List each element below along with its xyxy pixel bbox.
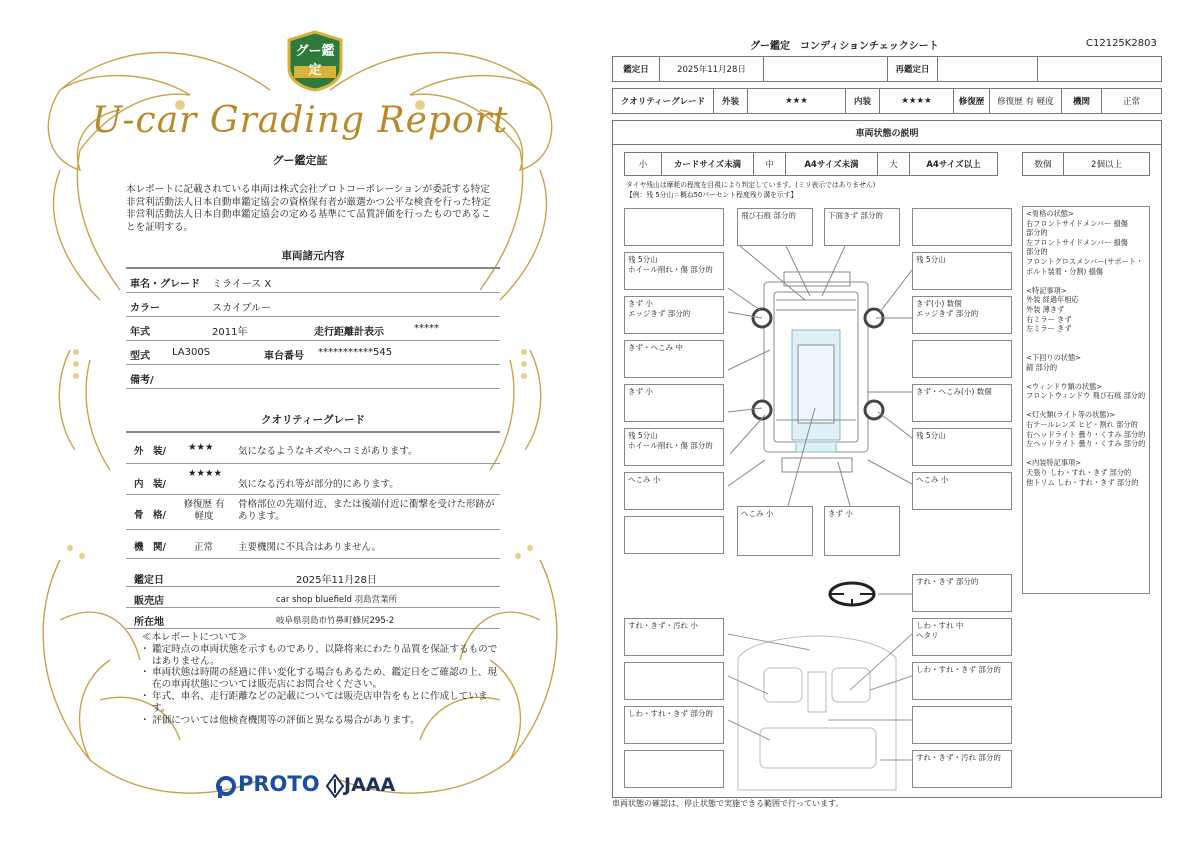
- int-value: ★★★★: [879, 89, 953, 113]
- repair-label: 修復歴: [953, 89, 989, 113]
- label: 機 関/: [134, 542, 166, 553]
- exterior-box-right-4: きず・へこみ(小) 数個: [912, 384, 1012, 422]
- spacer: [1026, 334, 1146, 344]
- interior-box-right-2: しわ・すれ・きず 部分的: [912, 662, 1012, 700]
- spec-table: [126, 244, 500, 389]
- interior-box-right-4: すれ・きず・汚れ 部分的: [912, 750, 1012, 788]
- spacer: [1026, 372, 1146, 382]
- label: 走行距離計表示: [314, 327, 384, 338]
- date-label: 鑑定日: [623, 65, 649, 75]
- note-line: <下回りの状態>: [1026, 352, 1082, 362]
- note-line: 他トリム しわ・すれ・きず 部分的: [1026, 477, 1139, 487]
- exterior-box-top-right: 下面きず 部分的: [824, 208, 900, 246]
- note-line: 左ミラー きず: [1026, 324, 1072, 334]
- size-mid-desc: A4サイズ未満: [785, 153, 877, 175]
- note-line: <内装特記事項>: [1026, 458, 1082, 468]
- spacer: [1026, 449, 1146, 459]
- section-title: 車両状態の説明: [612, 120, 1162, 145]
- spec-header: 車両諸元内容: [126, 244, 500, 269]
- exterior-box-left-2: きず 小 エッジきず 部分的: [624, 296, 724, 334]
- sheet-footer: 車両状態の確認は、停止状態で実施できる範囲で行っています。: [612, 799, 844, 808]
- tire-note: タイヤ残山は摩耗の程度を目視により判定しています。(ミリ表示ではありません): [626, 181, 876, 189]
- size-small: 小: [638, 160, 648, 170]
- exterior-box-right-1: 残 5分山: [912, 252, 1012, 290]
- ext-label: 外装: [713, 89, 747, 113]
- jaaa-logo-icon: [326, 774, 344, 798]
- interior-box-steering: すれ・きず 部分的: [912, 574, 1012, 612]
- int-label: 内装: [845, 89, 879, 113]
- badge-label: グー鑑定: [295, 44, 335, 78]
- label: 所在地: [134, 617, 164, 628]
- note-line: フロントウィンドウ 飛び石痕 部分的: [1026, 391, 1146, 401]
- notes-title: ≪本レポートについて≫: [142, 632, 248, 643]
- label: 車台番号: [264, 351, 304, 362]
- label: 鑑定日: [134, 575, 164, 586]
- engine-value: 正常: [1101, 89, 1161, 113]
- certificate-body: 本レポートに記載されている車両は株式会社プロトコーポレーションが委託する特定非営利活動法人日本自動車鑑定協会の資格保有者が厳選かつ公平な検査を行った特定非営利活動法人日本自動車鑑定協会の定める基準にて品質評価を行ったものであることを証明する。: [126, 184, 491, 233]
- exterior-box-right-3: [912, 340, 1012, 378]
- label: 年式: [130, 327, 150, 338]
- exterior-box-left-1: 残 5分山 ホイール削れ・傷 部分的: [624, 252, 724, 290]
- label: 外 装/: [134, 446, 166, 457]
- dealer-row: [126, 587, 500, 608]
- spec-row-color: [126, 293, 500, 317]
- proto-logo-icon: [216, 776, 236, 798]
- date-value: 2025年11月28日: [659, 57, 763, 81]
- label: 販売店: [134, 596, 164, 607]
- grade: ★★★★: [188, 468, 223, 479]
- note-line: 右テールレンズ ヒビ・割れ 部分的: [1026, 420, 1138, 430]
- repair-value: 修復歴 有 軽度: [989, 89, 1061, 113]
- interior-box-left-1: すれ・きず・汚れ 小: [624, 618, 724, 656]
- footer-logos: [216, 770, 416, 800]
- interior-box-right-3: [912, 706, 1012, 744]
- report-title: U-car Grading Report: [91, 100, 509, 141]
- interior-box-left-3: しわ・すれ・きず 部分的: [624, 706, 724, 744]
- exterior-box-bottom-1: へこみ 小: [737, 506, 813, 556]
- exterior-box-right-6: へこみ 小: [912, 472, 1012, 510]
- engine-label: 機関: [1061, 89, 1101, 113]
- size-large-desc: A4サイズ以上: [909, 153, 997, 175]
- size-large: 大: [877, 153, 909, 175]
- note-item: ・ 評価については他検査機関等の評価と異なる場合があります。: [152, 715, 498, 727]
- exterior-box-top-mid: 飛び石痕 部分的: [737, 208, 813, 246]
- note-line: <灯火類(ライト等の状態)>: [1026, 410, 1116, 420]
- note-line: 外装 薄きず: [1026, 304, 1065, 314]
- note-item: ・ 年式、車名、走行距離などの記載については販売店申告をもとに作成しています。: [152, 691, 498, 715]
- size-mid: 中: [753, 153, 785, 175]
- note-line: 外装 経過年相応: [1026, 295, 1079, 305]
- grade: 正常: [194, 542, 214, 553]
- quality-header: クオリティーグレード: [126, 408, 500, 433]
- count-desc: 2個以上: [1063, 153, 1149, 175]
- exterior-box-left-3: きず・へこみ 中: [624, 340, 724, 378]
- value: スカイブルー: [212, 303, 271, 314]
- label: 車名・グレード: [130, 279, 200, 290]
- spacer: [1026, 401, 1146, 411]
- ext-value: ★★★: [747, 89, 845, 113]
- count-label: 数個: [1034, 160, 1052, 170]
- value: 2025年11月28日: [296, 575, 377, 586]
- note-line: <ウィンドウ類の状態>: [1026, 381, 1103, 391]
- sheet-id: C12125K2803: [1086, 38, 1157, 49]
- note-line: フロントクロスメンバー(サポート・ボルト装着・分割) 損傷: [1026, 256, 1144, 276]
- spec-row-model: [126, 341, 500, 365]
- value: ***********545: [318, 347, 393, 358]
- quality-row-frame: [126, 495, 500, 530]
- report-notes: [138, 632, 498, 726]
- desc: 気になるようなキズやヘコミがあります。: [238, 446, 418, 457]
- desc: 気になる汚れ等が部分的にあります。: [238, 479, 399, 490]
- exterior-box-right-5: 残 5分山: [912, 428, 1012, 466]
- note-line: [1026, 276, 1146, 286]
- exterior-box-left-4: きず 小: [624, 384, 724, 422]
- note-item: ・ 鑑定時点の車両状態を示すものであり、以降将来にわたり品質を保証するものではありません。: [152, 644, 498, 668]
- note-line: 左ヘッドライト 曇り・くすみ 部分的: [1026, 439, 1146, 449]
- sheet-title: グー鑑定 コンディションチェックシート: [750, 41, 939, 52]
- jaaa-logo-text: JAAA: [344, 774, 396, 796]
- appraisal-date-row: [126, 566, 500, 587]
- spec-row-year: [126, 317, 500, 341]
- value: car shop bluefield 羽島営業所: [276, 595, 398, 605]
- note-line: 右フロントサイドメンバー 損傷 部分的: [1026, 218, 1128, 238]
- address-row: [126, 608, 500, 629]
- exterior-box-left-7: [624, 516, 724, 554]
- label: 骨 格/: [134, 510, 166, 521]
- exterior-box-bottom-2: きず 小: [824, 506, 900, 556]
- exterior-box-left-6: へこみ 小: [624, 472, 724, 510]
- condition-notes: [1022, 206, 1150, 594]
- spec-row-remarks: [126, 365, 500, 389]
- note-line: 錆 部分的: [1026, 362, 1058, 372]
- label: 内 装/: [134, 479, 166, 490]
- label: 備考/: [130, 375, 154, 386]
- label: カラー: [130, 303, 160, 314]
- note-line: 右ヘッドライト 曇り・くすみ 部分的: [1026, 429, 1146, 439]
- quality-table: [126, 408, 500, 559]
- grade: 修復歴 有 軽度: [183, 499, 225, 522]
- note-line: 右ミラー きず: [1026, 314, 1072, 324]
- value: *****: [414, 323, 439, 334]
- value: LA300S: [172, 347, 211, 358]
- note-line: <骨格の状態>: [1026, 209, 1074, 218]
- desc: 骨格部位の先端付近、または後端付近に衝撃を受けた形跡があります。: [238, 499, 495, 522]
- note-line: <特記事項>: [1026, 285, 1067, 295]
- appraisal-info-table: [126, 566, 500, 629]
- value: 2011年: [212, 327, 248, 338]
- quality-row-interior: [126, 464, 500, 495]
- quality-label: クオリティーグレード: [620, 97, 706, 107]
- spec-row-name: [126, 269, 500, 293]
- interior-box-right-1: しわ・すれ 中 ヘタリ: [912, 618, 1012, 656]
- interior-box-left-4: [624, 750, 724, 788]
- certificate-title: グー鑑定証: [272, 154, 328, 167]
- spacer: [1026, 343, 1146, 353]
- label: 型式: [130, 351, 150, 362]
- exterior-box-right-2: きず(小) 数個 エッジきず 部分的: [912, 296, 1012, 334]
- quality-row-exterior: [126, 433, 500, 464]
- value: ミライース X: [212, 279, 272, 290]
- value: 岐阜県羽島市竹鼻町蜂尻295-2: [276, 616, 395, 626]
- tire-note-example: 【例：残 5分山＝概ね50パーセント程度残り溝を示す】: [626, 191, 798, 199]
- grade: ★★★: [188, 442, 214, 453]
- note-line: 左フロントサイドメンバー 損傷 部分的: [1026, 237, 1128, 257]
- desc: 主要機関に不具合はありません。: [238, 542, 382, 553]
- interior-box-left-2: [624, 662, 724, 700]
- exterior-box-left-5: 残 5分山 ホイール削れ・傷 部分的: [624, 428, 724, 466]
- note-line: 天張り しわ・すれ・きず 部分的: [1026, 468, 1132, 478]
- exterior-box-top-far-right: [912, 208, 1012, 246]
- exterior-box-top-left: [624, 208, 724, 246]
- note-item: ・ 車両状態は時間の経過に伴い変化する場合もあるため、鑑定日をご確認の上、現在の車両状態については販売店にお問合せください。: [152, 667, 498, 691]
- size-small-desc: カードサイズ未満: [661, 153, 753, 175]
- quality-row-engine: [126, 530, 500, 559]
- proto-logo-text: PROTO: [238, 772, 320, 796]
- reappraisal-label: 再鑑定日: [887, 57, 937, 81]
